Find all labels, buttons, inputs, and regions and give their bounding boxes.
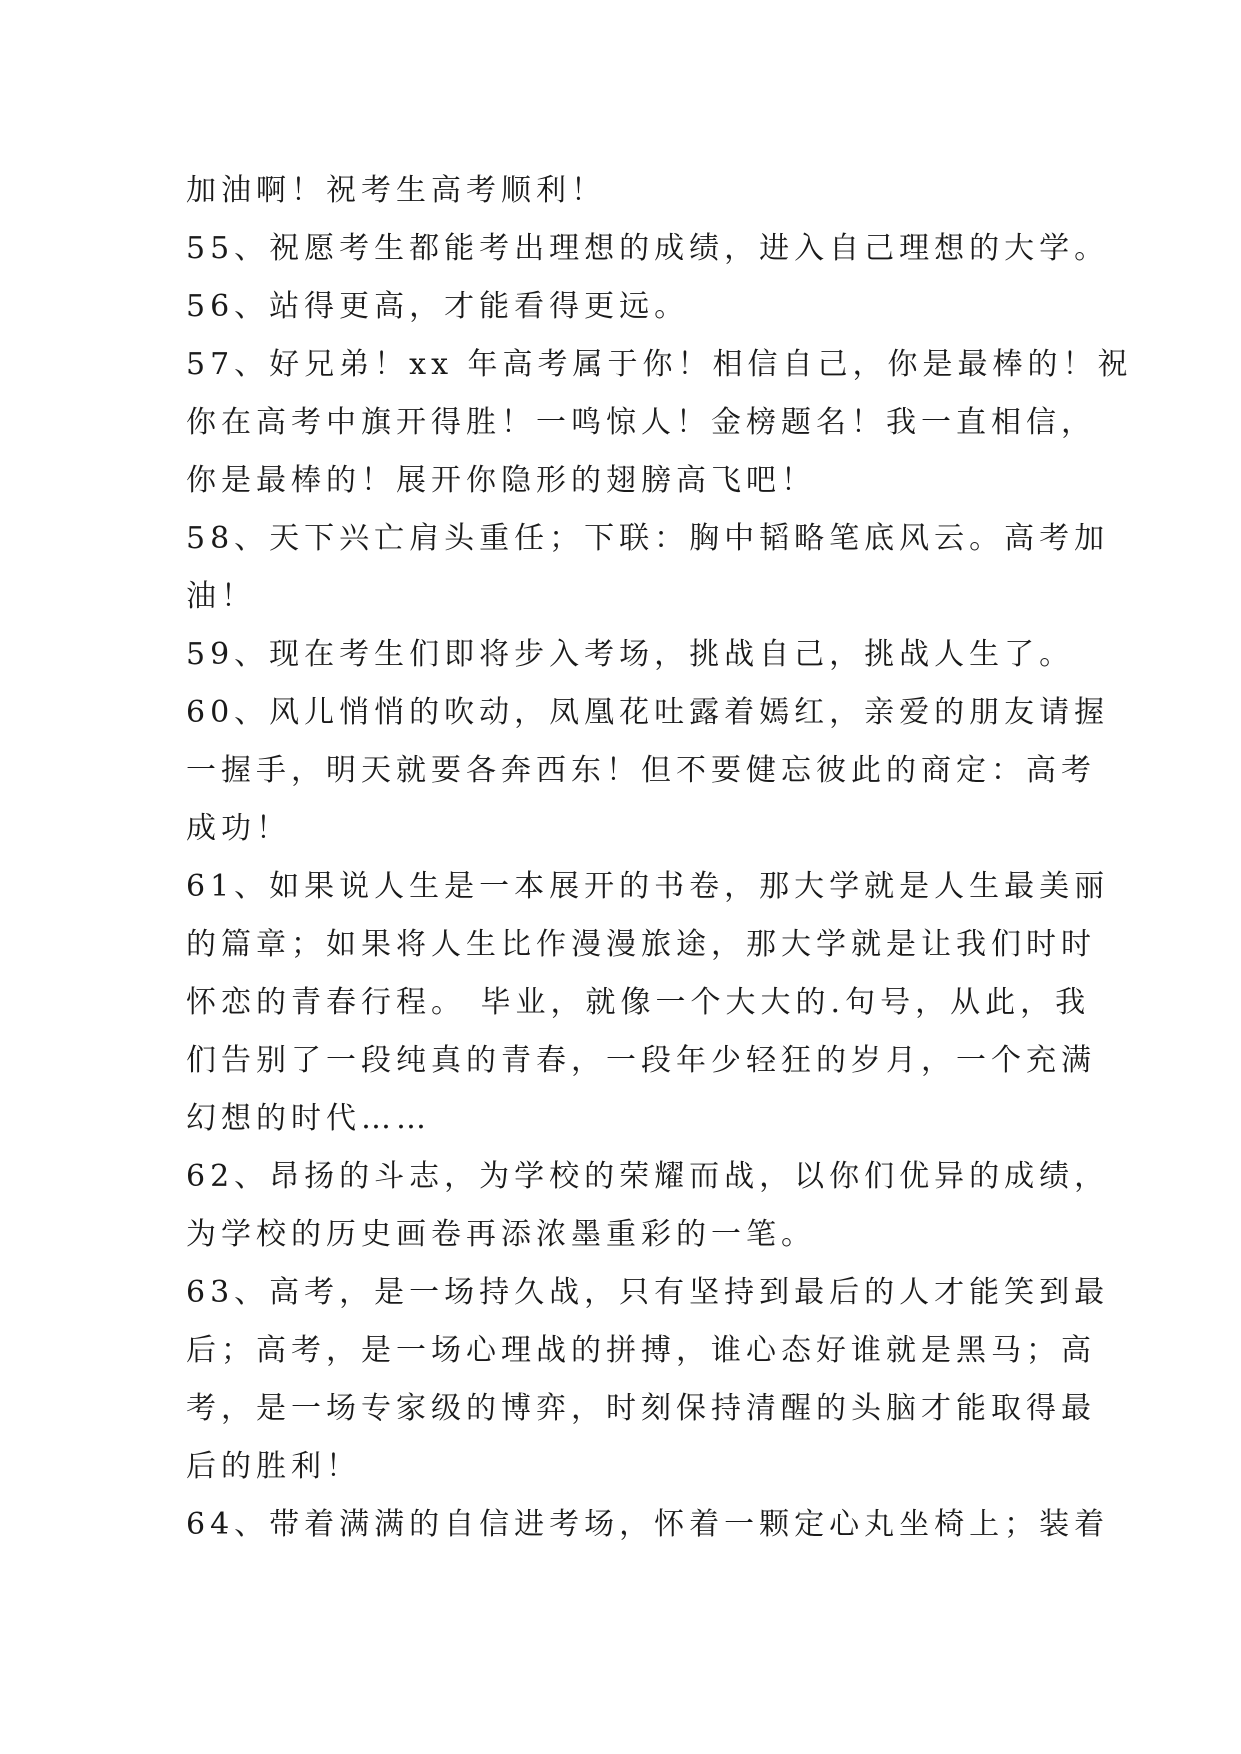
text-line: 幻想的时代…… [186,1101,431,1136]
text-line: 57、好兄弟！xx 年高考属于你！相信自己，你是最棒的！祝 [186,347,1133,382]
text-line: 56、站得更高，才能看得更远。 [186,289,690,324]
text-line: 58、天下兴亡肩头重任；下联：胸中韬略笔底风云。高考加 [186,521,1110,556]
text-line: 一握手，明天就要各奔西东！但不要健忘彼此的商定：高考 [186,753,1096,788]
text-line: 59、现在考生们即将步入考场，挑战自己，挑战人生了。 [186,637,1075,672]
text-line: 62、昂扬的斗志，为学校的荣耀而战，以你们优异的成绩， [186,1159,1110,1194]
text-line: 你在高考中旗开得胜！一鸣惊人！金榜题名！我一直相信， [186,405,1096,440]
text-line: 怀恋的青春行程。 毕业，就像一个大大的.句号，从此，我 [186,985,1091,1020]
text-line: 加油啊！祝考生高考顺利！ [186,173,606,208]
text-line: 61、如果说人生是一本展开的书卷，那大学就是人生最美丽 [186,869,1110,904]
text-line: 后；高考，是一场心理战的拼搏，谁心态好谁就是黑马；高 [186,1333,1096,1368]
text-line: 63、高考，是一场持久战，只有坚持到最后的人才能笑到最 [186,1275,1110,1310]
text-line: 的篇章；如果将人生比作漫漫旅途，那大学就是让我们时时 [186,927,1096,962]
text-line: 们告别了一段纯真的青春，一段年少轻狂的岁月，一个充满 [186,1043,1096,1078]
document-body [186,162,1133,1554]
text-line: 后的胜利！ [186,1449,361,1484]
text-line: 64、带着满满的自信进考场，怀着一颗定心丸坐椅上；装着 [186,1507,1110,1542]
text-line: 你是最棒的！展开你隐形的翅膀高飞吧！ [186,463,816,498]
text-line: 55、祝愿考生都能考出理想的成绩，进入自己理想的大学。 [186,231,1110,266]
text-line: 油！ [186,579,256,614]
text-line: 考，是一场专家级的博弈，时刻保持清醒的头脑才能取得最 [186,1391,1096,1426]
text-line: 60、风儿悄悄的吹动，凤凰花吐露着嫣红，亲爱的朋友请握 [186,695,1110,730]
text-line: 为学校的历史画卷再添浓墨重彩的一笔。 [186,1217,816,1252]
text-line: 成功！ [186,811,291,846]
